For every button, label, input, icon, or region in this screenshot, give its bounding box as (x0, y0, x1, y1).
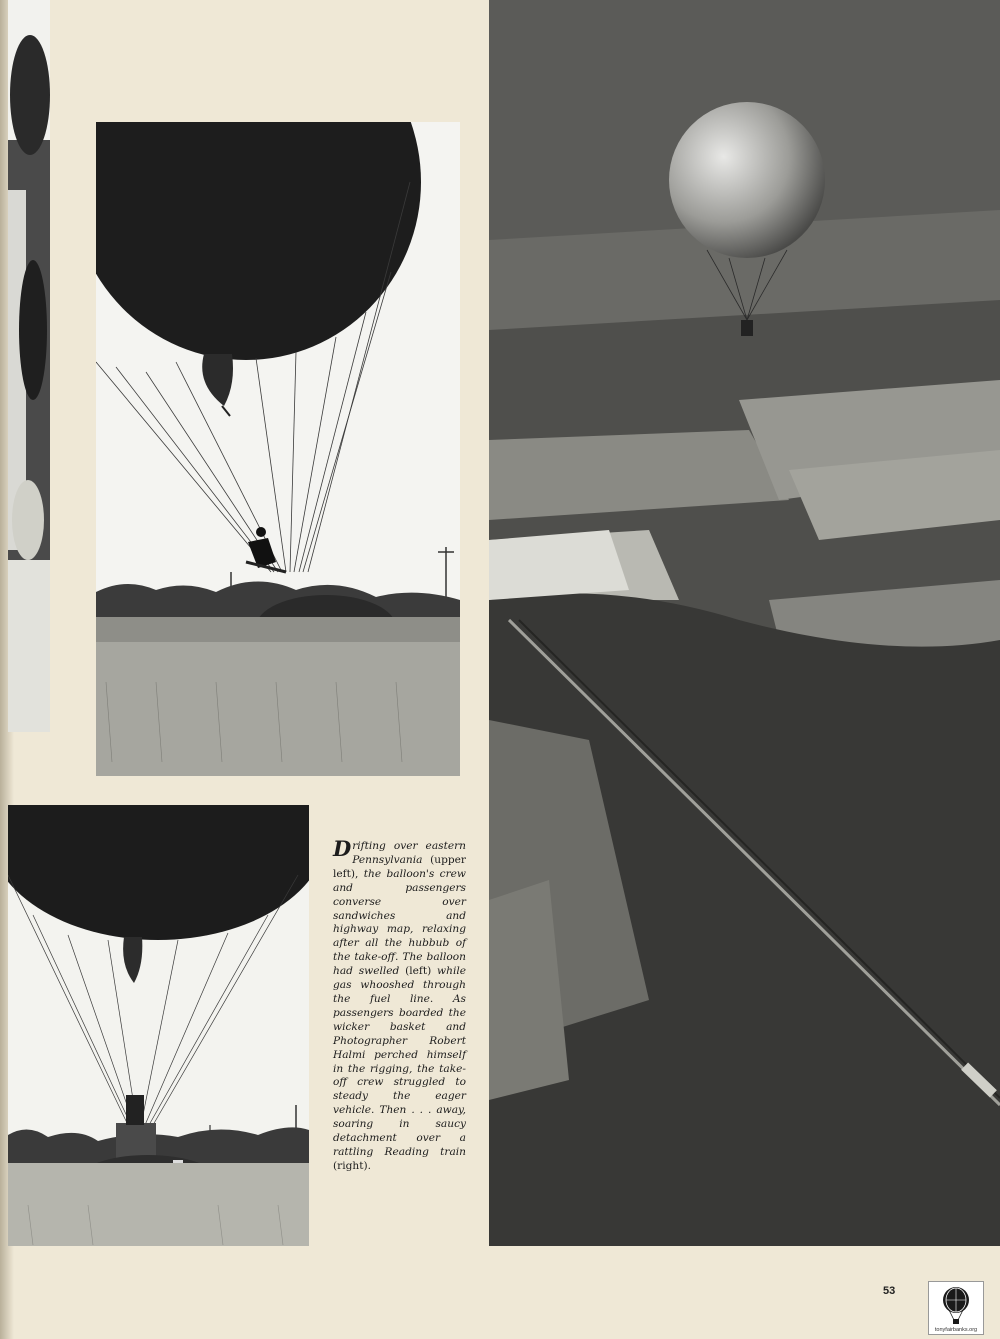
page-number: 53 (883, 1285, 896, 1297)
takeoff-top-photo (96, 122, 460, 776)
caption-text-6: (right). (333, 1159, 371, 1172)
caption-text-5: while gas whooshed through the fuel line. As passengers boarded the wicker basket and Photographer Robert Halmi perched himself in the rigging, the take-off crew struggled to steady the eager vehicle. Then . . . away, soaring in saucy detachment over a rattling Reading train (333, 965, 466, 1158)
left-strip-photo (8, 0, 50, 732)
caption-dropcap: D (333, 836, 352, 861)
watermark-text: tonyfairbanks.org (934, 1327, 978, 1333)
caption-text-2: (upper left), (333, 853, 466, 880)
aerial-photo (489, 0, 1000, 1246)
caption-text-1: rifting over eastern Pennsylvania (352, 840, 466, 866)
caption-text-4: (left) (405, 965, 432, 978)
caption-text-3: the balloon's crew and passengers converse over sandwiches and highway map, relaxing after all the hubbub of the take-off. The balloon had swelled (333, 867, 466, 978)
photo-caption (333, 836, 466, 1174)
watermark-logo (928, 1281, 984, 1335)
takeoff-bottom-photo (8, 805, 309, 1246)
